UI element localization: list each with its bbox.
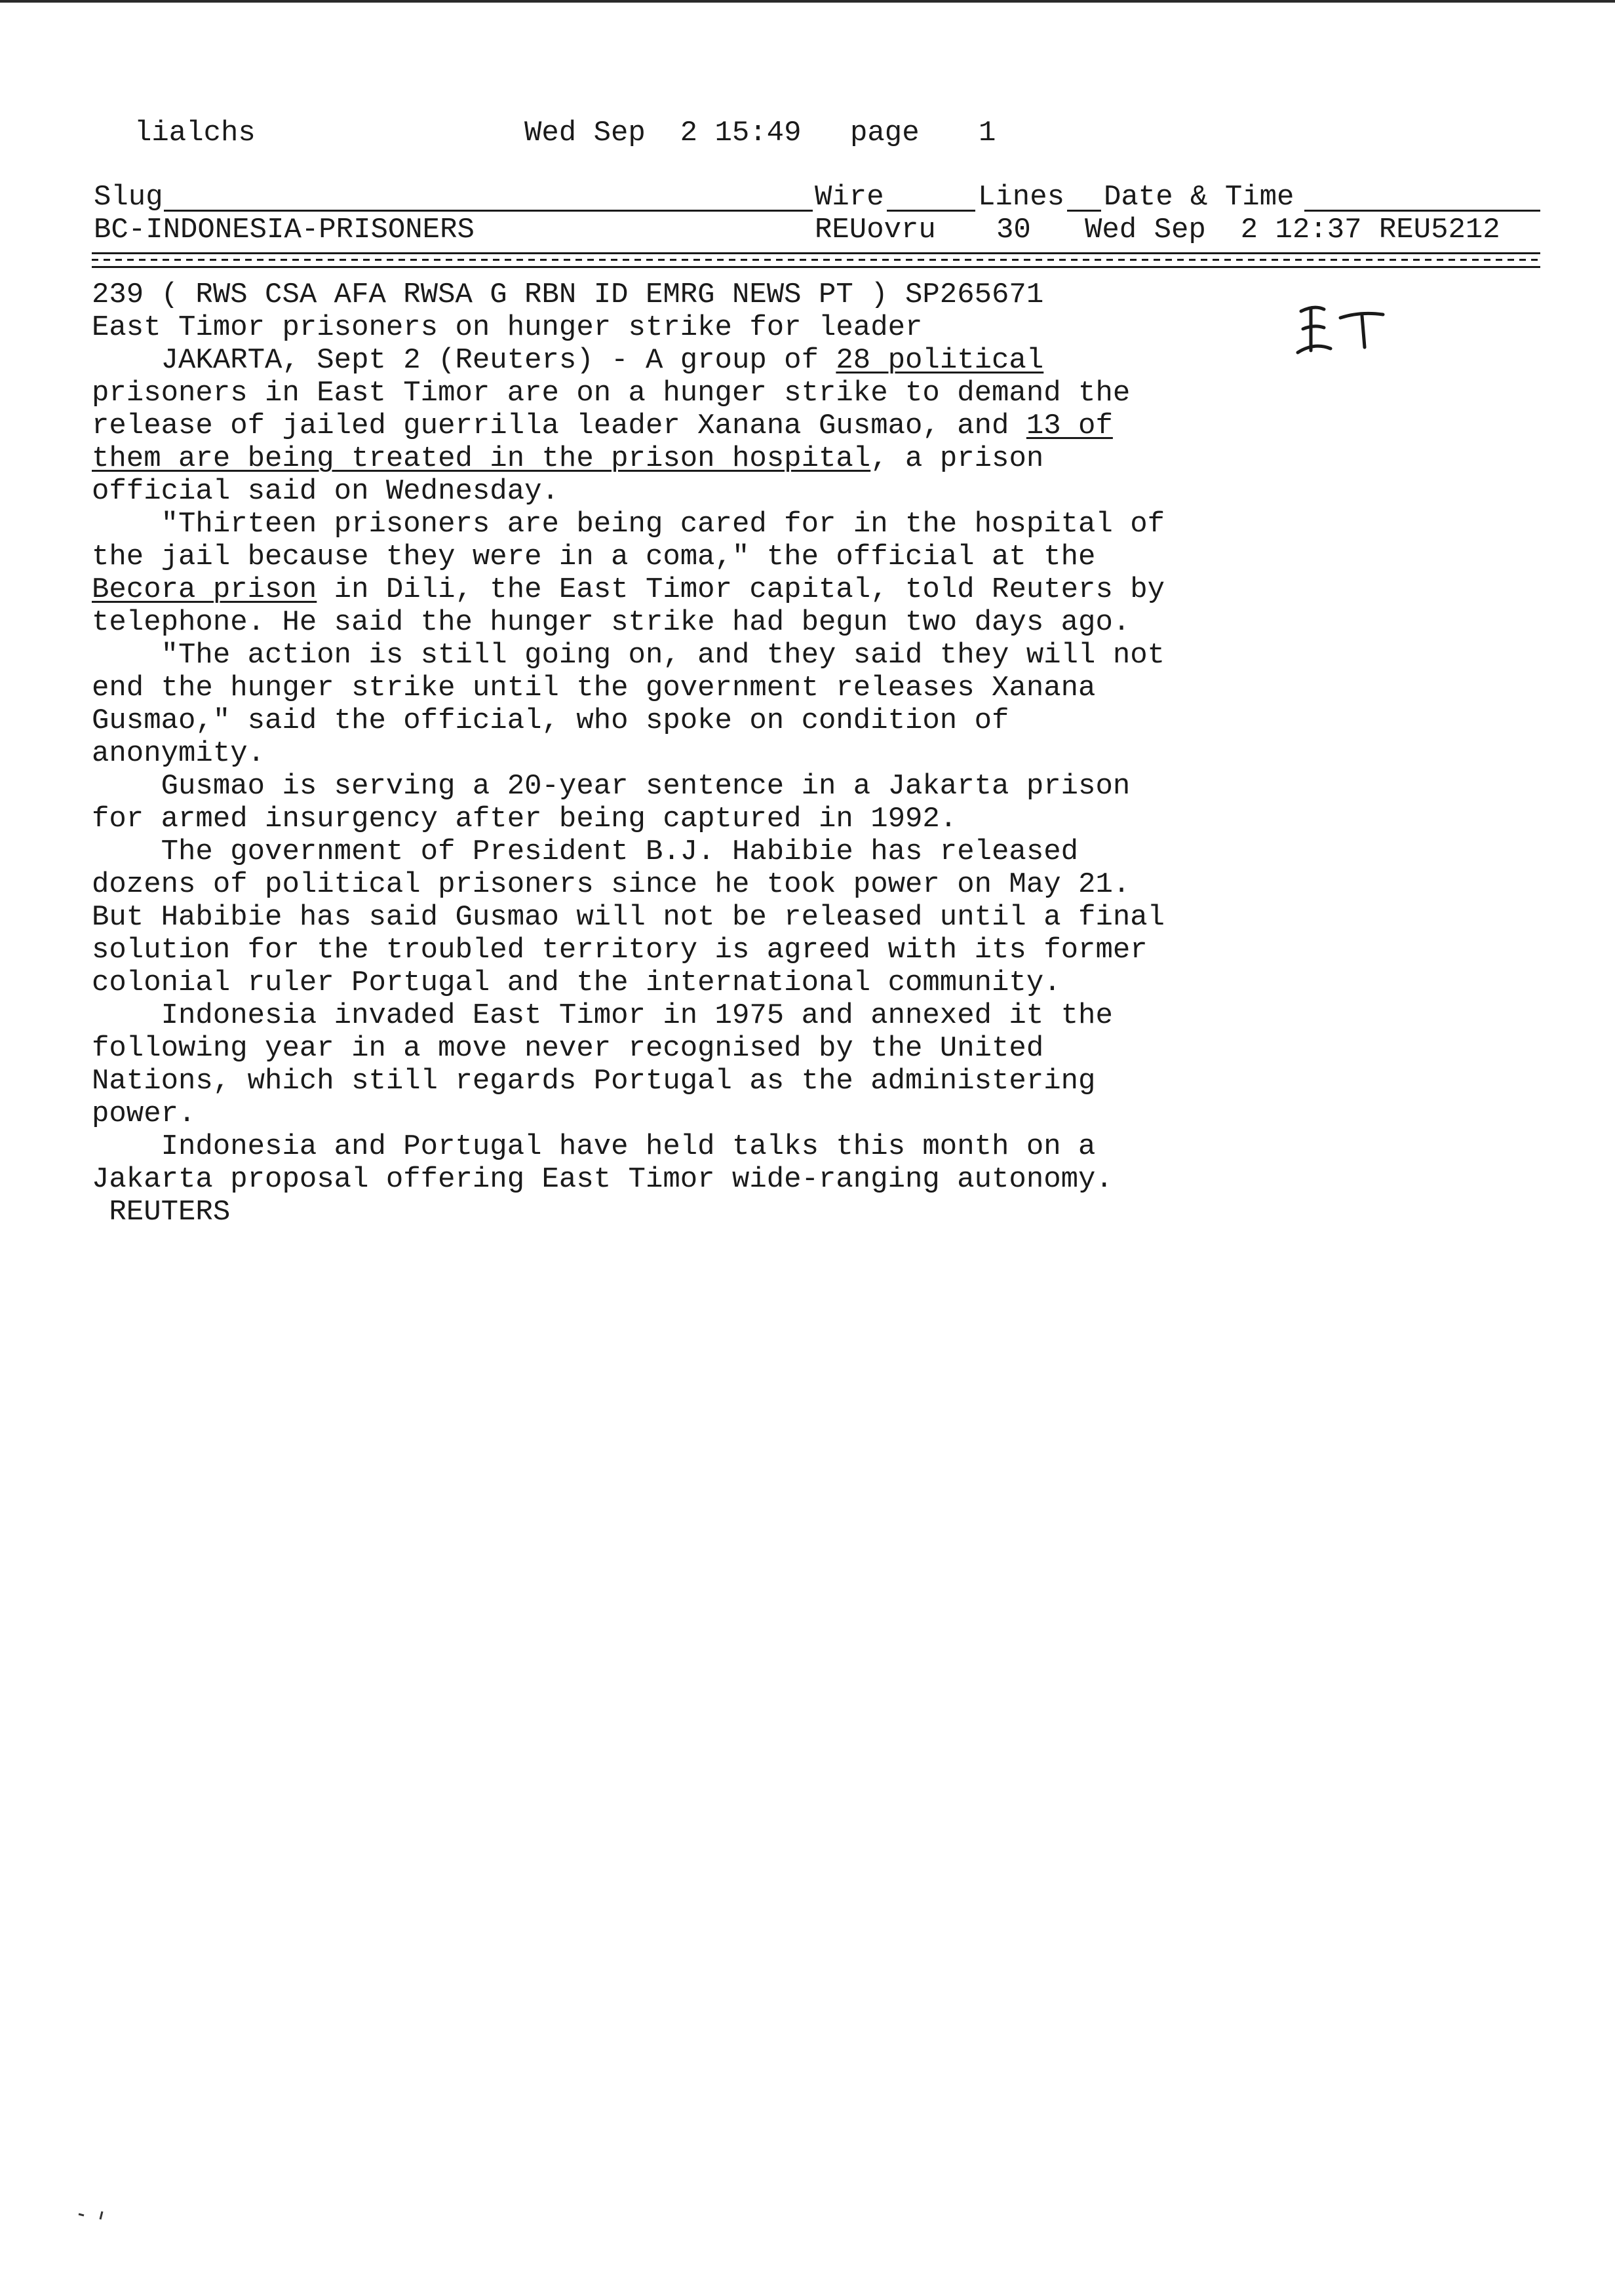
story-body <box>92 278 1350 1229</box>
story-signoff: REUTERS <box>92 1196 231 1229</box>
story-line-6-rest: , a prison <box>870 442 1044 475</box>
story-line-25: Nations, which still regards Portugal as the administering <box>92 1065 1096 1098</box>
underlined-28-political: 28 political <box>836 344 1044 377</box>
wire-label: Wire <box>815 181 884 214</box>
wire-value: REUovru <box>815 214 936 246</box>
story-line-15: anonymity. <box>92 737 265 770</box>
story-line-6 <box>92 442 1350 475</box>
story-line-2: East Timor prisoners on hunger strike for leader <box>92 311 923 344</box>
story-line-28: Jakarta proposal offering East Timor wide-ranging autonomy. <box>92 1163 1113 1196</box>
story-line-23: Indonesia invaded East Timor in 1975 and annexed it the <box>92 999 1113 1032</box>
story-line-8: "Thirteen prisoners are being cared for in the hospital of <box>92 508 1165 541</box>
story-line-10-rest: in Dili, the East Timor capital, told Reuters by <box>317 573 1165 606</box>
date-time-line <box>1304 210 1540 212</box>
date-time-value: Wed Sep 2 12:37 REU5212 <box>1085 214 1500 246</box>
lines-value: 30 <box>996 214 1031 246</box>
story-line-5-text: release of jailed guerrilla leader Xanana Gusmao, and <box>92 410 1026 442</box>
story-line-27: Indonesia and Portugal have held talks this month on a <box>92 1130 1096 1163</box>
underlined-prison-hospital: them are being treated in the prison hospital <box>92 442 871 475</box>
story-line-7: official said on Wednesday. <box>92 475 559 508</box>
story-line-12: "The action is still going on, and they said they will not <box>92 639 1165 672</box>
story-line-1: 239 ( RWS CSA AFA RWSA G RBN ID EMRG NEWS PT ) SP265671 <box>92 278 1044 311</box>
story-line-13: end the hunger strike until the government releases Xanana <box>92 672 1096 704</box>
story-line-22: colonial ruler Portugal and the international community. <box>92 966 1061 999</box>
separator-rule <box>92 252 1540 268</box>
header-page-number: 1 <box>979 117 996 149</box>
story-line-17: for armed insurgency after being captured in 1992. <box>92 803 958 835</box>
slug-value: BC-INDONESIA-PRISONERS <box>94 214 475 246</box>
story-line-3 <box>92 344 1350 377</box>
scan-speck <box>73 2204 113 2223</box>
story-line-21: solution for the troubled territory is agreed with its former <box>92 934 1148 966</box>
story-line-20: But Habibie has said Gusmao will not be released until a final <box>92 901 1165 934</box>
story-line-14: Gusmao," said the official, who spoke on condition of <box>92 704 1009 737</box>
underlined-13-of: 13 of <box>1026 410 1113 442</box>
story-line-16: Gusmao is serving a 20-year sentence in a Jakarta prison <box>92 770 1131 803</box>
story-line-4: prisoners in East Timor are on a hunger strike to demand the <box>92 377 1131 410</box>
story-line-11: telephone. He said the hunger strike had begun two days ago. <box>92 606 1131 639</box>
story-line-3-text: JAKARTA, Sept 2 (Reuters) - A group of <box>92 344 836 377</box>
scan-edge <box>0 0 1615 3</box>
header-datetime: Wed Sep 2 15:49 <box>524 117 802 149</box>
story-line-10 <box>92 573 1350 606</box>
story-line-26: power. <box>92 1098 196 1130</box>
lines-line <box>1067 210 1101 212</box>
slug-line <box>164 210 813 212</box>
story-line-9: the jail because they were in a coma," the official at the <box>92 541 1096 573</box>
slug-label: Slug <box>94 181 163 214</box>
date-time-label: Date & Time <box>1104 181 1294 214</box>
underlined-becora-prison: Becora prison <box>92 573 317 606</box>
story-line-19: dozens of political prisoners since he took power on May 21. <box>92 868 1131 901</box>
header-page-label: page <box>850 117 920 149</box>
header-user: lialchs <box>134 117 256 149</box>
story-line-24: following year in a move never recognised by the United <box>92 1032 1044 1065</box>
lines-label: Lines <box>978 181 1065 214</box>
wire-line <box>887 210 975 212</box>
story-line-18: The government of President B.J. Habibie has released <box>92 835 1079 868</box>
story-line-5 <box>92 410 1350 442</box>
